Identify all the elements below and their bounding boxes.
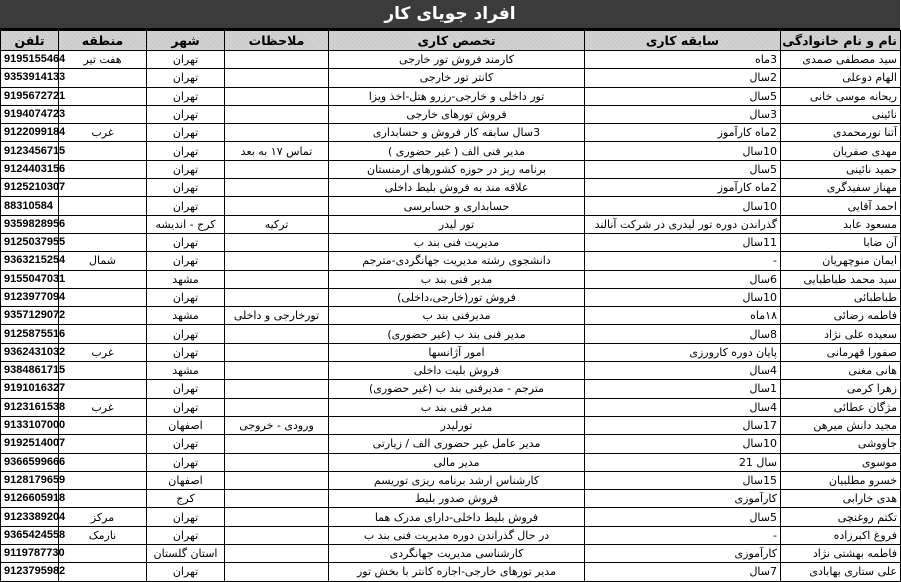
cell-specialty[interactable]: 3سال سابقه کار فروش و حسابداری	[329, 124, 585, 142]
cell-specialty[interactable]: مدیر فنی بند ب	[329, 398, 585, 416]
cell-phone[interactable]: 9125210307	[1, 179, 59, 197]
cell-specialty[interactable]: تور لیدر	[329, 215, 585, 233]
cell-specialty[interactable]: فروش تورهای خارجی	[329, 105, 585, 123]
cell-city[interactable]: تهران	[147, 508, 225, 526]
cell-phone[interactable]: 9119787730	[1, 545, 59, 563]
cell-city[interactable]: تهران	[147, 87, 225, 105]
cell-region[interactable]: غرب	[59, 343, 147, 361]
cell-experience[interactable]: 5سال	[585, 160, 781, 178]
cell-phone[interactable]: 9125037955	[1, 233, 59, 251]
cell-experience[interactable]: 4سال	[585, 398, 781, 416]
cell-notes[interactable]: ورودی - خروجی	[225, 416, 329, 434]
cell-notes[interactable]	[225, 233, 329, 251]
cell-notes[interactable]: تورخارجی و داخلی	[225, 307, 329, 325]
cell-name[interactable]: جاووشی	[781, 435, 901, 453]
table-row[interactable]	[1, 288, 901, 306]
cell-specialty[interactable]: مدیرفنی بند ب	[329, 307, 585, 325]
cell-phone[interactable]: 9384861715	[1, 362, 59, 380]
cell-phone[interactable]: 9366599666	[1, 453, 59, 471]
cell-specialty[interactable]: فروش صدور بلیط	[329, 490, 585, 508]
table-row[interactable]	[1, 197, 901, 215]
cell-name[interactable]: فاطمه رضائی	[781, 307, 901, 325]
cell-city[interactable]: تهران	[147, 69, 225, 87]
cell-region[interactable]	[59, 179, 147, 197]
cell-experience[interactable]: 17سال	[585, 416, 781, 434]
cell-region[interactable]	[59, 288, 147, 306]
cell-name[interactable]: علی ستاری بهابادی	[781, 563, 901, 581]
cell-name[interactable]: آن ضابا	[781, 233, 901, 251]
cell-phone[interactable]: 9122099184	[1, 124, 59, 142]
cell-experience[interactable]: 10سال	[585, 197, 781, 215]
cell-name[interactable]: هدی خارابی	[781, 490, 901, 508]
cell-specialty[interactable]: مدیر تورهای خارجی-اجاره کانتر با بخش تور	[329, 563, 585, 581]
cell-region[interactable]	[59, 105, 147, 123]
table-row[interactable]	[1, 105, 901, 123]
cell-specialty[interactable]: مترجم - مدیرفنی بند ب (غیر حضوری)	[329, 380, 585, 398]
cell-phone[interactable]: 9155047031	[1, 270, 59, 288]
cell-region[interactable]	[59, 87, 147, 105]
cell-city[interactable]: مشهد	[147, 270, 225, 288]
cell-experience[interactable]: گذراندن دوره تور لیدری در شرکت آنالند	[585, 215, 781, 233]
cell-name[interactable]: سید مصطفی صمدی	[781, 51, 901, 69]
table-row[interactable]	[1, 416, 901, 434]
cell-name[interactable]: صفورا قهرمانی	[781, 343, 901, 361]
cell-region[interactable]	[59, 563, 147, 581]
cell-city[interactable]: کرج - اندیشه	[147, 215, 225, 233]
cell-name[interactable]: حمید نائینی	[781, 160, 901, 178]
table-row[interactable]	[1, 160, 901, 178]
cell-specialty[interactable]: مدیریت فنی بند ب	[329, 233, 585, 251]
cell-notes[interactable]	[225, 563, 329, 581]
cell-region[interactable]	[59, 69, 147, 87]
table-row[interactable]	[1, 508, 901, 526]
table-row[interactable]	[1, 233, 901, 251]
cell-region[interactable]	[59, 160, 147, 178]
cell-name[interactable]: ریحانه موسی خانی	[781, 87, 901, 105]
cell-region[interactable]: مرکز	[59, 508, 147, 526]
header-row	[1, 31, 901, 51]
cell-notes[interactable]	[225, 179, 329, 197]
table-row[interactable]	[1, 87, 901, 105]
cell-phone[interactable]: 9126605918	[1, 490, 59, 508]
cell-region[interactable]	[59, 215, 147, 233]
cell-name[interactable]: سعیده علی نژاد	[781, 325, 901, 343]
cell-name[interactable]: مجید دانش میرهن	[781, 416, 901, 434]
cell-phone[interactable]: 9365424558	[1, 526, 59, 544]
cell-region[interactable]: غرب	[59, 124, 147, 142]
table-row[interactable]	[1, 435, 901, 453]
cell-city[interactable]: استان گلستان	[147, 545, 225, 563]
cell-notes[interactable]	[225, 398, 329, 416]
column-header-name[interactable]: نام و نام خانوادگی	[781, 31, 901, 51]
cell-name[interactable]: مهناز سفیدگری	[781, 179, 901, 197]
cell-phone[interactable]: 9123977094	[1, 288, 59, 306]
cell-region[interactable]	[59, 380, 147, 398]
column-header-notes[interactable]: ملاحظات	[225, 31, 329, 51]
cell-notes[interactable]	[225, 545, 329, 563]
cell-name[interactable]: الهام دوعلی	[781, 69, 901, 87]
cell-notes[interactable]	[225, 105, 329, 123]
table-row[interactable]	[1, 270, 901, 288]
table-row[interactable]	[1, 124, 901, 142]
cell-phone[interactable]: 9362431032	[1, 343, 59, 361]
column-header-phone[interactable]: تلفن	[1, 31, 59, 51]
cell-region[interactable]	[59, 545, 147, 563]
cell-phone[interactable]: 9191016327	[1, 380, 59, 398]
cell-experience[interactable]: -	[585, 252, 781, 270]
cell-city[interactable]: تهران	[147, 526, 225, 544]
cell-city[interactable]: تهران	[147, 435, 225, 453]
cell-phone[interactable]: 9353914133	[1, 69, 59, 87]
cell-region[interactable]	[59, 307, 147, 325]
cell-experience[interactable]: ۱۸ماه	[585, 307, 781, 325]
cell-phone[interactable]: 9123456715	[1, 142, 59, 160]
cell-region[interactable]	[59, 453, 147, 471]
cell-region[interactable]	[59, 270, 147, 288]
cell-experience[interactable]: 15سال	[585, 471, 781, 489]
cell-city[interactable]: تهران	[147, 142, 225, 160]
cell-region[interactable]	[59, 325, 147, 343]
cell-experience[interactable]: 7سال	[585, 563, 781, 581]
cell-region[interactable]: شمال	[59, 252, 147, 270]
table-row[interactable]	[1, 69, 901, 87]
cell-experience[interactable]: 5سال	[585, 508, 781, 526]
cell-experience[interactable]: کارآموزی	[585, 490, 781, 508]
cell-phone[interactable]: 9195155464	[1, 51, 59, 69]
cell-phone[interactable]: 9357129072	[1, 307, 59, 325]
cell-region[interactable]: غرب	[59, 398, 147, 416]
cell-notes[interactable]	[225, 343, 329, 361]
table-row[interactable]	[1, 51, 901, 69]
cell-experience[interactable]: 4سال	[585, 362, 781, 380]
cell-specialty[interactable]: کارشناس ارشد برنامه ریزی توریسم	[329, 471, 585, 489]
table-row[interactable]	[1, 179, 901, 197]
cell-city[interactable]: کرج	[147, 490, 225, 508]
cell-name[interactable]: تکتم روغنچی	[781, 508, 901, 526]
cell-experience[interactable]: 11سال	[585, 233, 781, 251]
table-row[interactable]	[1, 526, 901, 544]
cell-specialty[interactable]: مدیر فنی الف ( غیر حضوری )	[329, 142, 585, 160]
cell-region[interactable]	[59, 435, 147, 453]
cell-specialty[interactable]: مدیر عامل غیر حضوری الف / زیارتی	[329, 435, 585, 453]
cell-notes[interactable]	[225, 471, 329, 489]
cell-city[interactable]: تهران	[147, 179, 225, 197]
table-row[interactable]	[1, 362, 901, 380]
cell-notes[interactable]	[225, 87, 329, 105]
cell-experience[interactable]: 3ماه	[585, 51, 781, 69]
cell-name[interactable]: فاطمه بهشتی نژاد	[781, 545, 901, 563]
cell-notes[interactable]	[225, 288, 329, 306]
cell-specialty[interactable]: فروش بلیط داخلی-دارای مدرک هما	[329, 508, 585, 526]
cell-experience[interactable]: 10سال	[585, 142, 781, 160]
cell-experience[interactable]: 8سال	[585, 325, 781, 343]
cell-city[interactable]: تهران	[147, 288, 225, 306]
cell-notes[interactable]	[225, 380, 329, 398]
cell-region[interactable]: نارمک	[59, 526, 147, 544]
cell-phone[interactable]: 9192514007	[1, 435, 59, 453]
cell-city[interactable]: تهران	[147, 563, 225, 581]
table-row[interactable]	[1, 453, 901, 471]
cell-name[interactable]: هانی مغنی	[781, 362, 901, 380]
cell-phone[interactable]: 9125875516	[1, 325, 59, 343]
table-row[interactable]	[1, 325, 901, 343]
cell-specialty[interactable]: مدیر مالی	[329, 453, 585, 471]
cell-city[interactable]: تهران	[147, 51, 225, 69]
cell-notes[interactable]	[225, 362, 329, 380]
cell-notes[interactable]	[225, 197, 329, 215]
cell-notes[interactable]	[225, 252, 329, 270]
cell-notes[interactable]	[225, 270, 329, 288]
cell-specialty[interactable]: کارمند فروش تور خارجی	[329, 51, 585, 69]
cell-notes[interactable]	[225, 526, 329, 544]
table-body	[1, 51, 901, 582]
cell-phone[interactable]: 9194074723	[1, 105, 59, 123]
cell-region[interactable]	[59, 197, 147, 215]
table-row[interactable]	[1, 215, 901, 233]
cell-experience[interactable]: 2سال	[585, 69, 781, 87]
cell-phone[interactable]: 9363215254	[1, 252, 59, 270]
cell-specialty[interactable]: تورلیدر	[329, 416, 585, 434]
cell-city[interactable]: تهران	[147, 233, 225, 251]
cell-phone[interactable]: 9128179659	[1, 471, 59, 489]
cell-specialty[interactable]: کارشناسی مدیریت جهانگردی	[329, 545, 585, 563]
cell-specialty[interactable]: برنامه ریز در حوزه کشورهای ارمنستان	[329, 160, 585, 178]
table-row[interactable]	[1, 545, 901, 563]
cell-notes[interactable]: ترکیه	[225, 215, 329, 233]
cell-phone[interactable]: 9123795982	[1, 563, 59, 581]
table-row[interactable]	[1, 471, 901, 489]
cell-notes[interactable]	[225, 435, 329, 453]
cell-name[interactable]: خسرو مطلبیان	[781, 471, 901, 489]
table-row[interactable]	[1, 343, 901, 361]
cell-name[interactable]: طباطبائی	[781, 288, 901, 306]
cell-phone[interactable]: 9124403156	[1, 160, 59, 178]
cell-city[interactable]: تهران	[147, 160, 225, 178]
cell-specialty[interactable]: علاقه مند به فروش بلیط داخلی	[329, 179, 585, 197]
cell-experience[interactable]: 3سال	[585, 105, 781, 123]
cell-specialty[interactable]: مدیر فنی بند ب (غیر حضوری)	[329, 325, 585, 343]
cell-city[interactable]: تهران	[147, 343, 225, 361]
cell-specialty[interactable]: امور آژانسها	[329, 343, 585, 361]
cell-city[interactable]: تهران	[147, 105, 225, 123]
cell-name[interactable]: نائینی	[781, 105, 901, 123]
cell-phone[interactable]: 9133107000	[1, 416, 59, 434]
cell-city[interactable]: اصفهان	[147, 471, 225, 489]
cell-specialty[interactable]: مدیر فنی بند ب	[329, 270, 585, 288]
cell-notes[interactable]	[225, 490, 329, 508]
cell-name[interactable]: موسوی	[781, 453, 901, 471]
cell-name[interactable]: مسعود عابد	[781, 215, 901, 233]
cell-notes[interactable]	[225, 325, 329, 343]
table-row[interactable]	[1, 142, 901, 160]
cell-name[interactable]: مژگان عطائی	[781, 398, 901, 416]
cell-name[interactable]: فروغ اکبرزاده	[781, 526, 901, 544]
sheet-title: افراد جویای کار	[0, 0, 900, 30]
cell-specialty[interactable]: دانشجوی رشته مدیریت جهانگردی-مترجم	[329, 252, 585, 270]
cell-region[interactable]	[59, 362, 147, 380]
table-row[interactable]	[1, 490, 901, 508]
column-header-city[interactable]: شهر	[147, 31, 225, 51]
table-row[interactable]	[1, 398, 901, 416]
cell-name[interactable]: زهرا کرمی	[781, 380, 901, 398]
cell-city[interactable]: تهران	[147, 398, 225, 416]
cell-specialty[interactable]: حسابداری و حسابرسی	[329, 197, 585, 215]
cell-city[interactable]: تهران	[147, 124, 225, 142]
cell-experience[interactable]: پایان دوره کارورزی	[585, 343, 781, 361]
cell-region[interactable]: هفت تیر	[59, 51, 147, 69]
cell-name[interactable]: ایمان منوچهریان	[781, 252, 901, 270]
cell-notes[interactable]	[225, 51, 329, 69]
cell-city[interactable]: اصفهان	[147, 416, 225, 434]
cell-specialty[interactable]: فروش بلیت داخلی	[329, 362, 585, 380]
column-header-region[interactable]: منطقه	[59, 31, 147, 51]
cell-phone[interactable]: 9195672721	[1, 87, 59, 105]
cell-experience[interactable]: 10سال	[585, 288, 781, 306]
cell-notes[interactable]	[225, 453, 329, 471]
cell-specialty[interactable]: فروش تور(خارجی،داخلی)	[329, 288, 585, 306]
cell-notes[interactable]	[225, 69, 329, 87]
cell-city[interactable]: مشهد	[147, 307, 225, 325]
table-row[interactable]	[1, 307, 901, 325]
cell-notes[interactable]: تماس ۱۷ به بعد	[225, 142, 329, 160]
column-header-experience[interactable]: سابقه کاری	[585, 31, 781, 51]
table-row[interactable]	[1, 563, 901, 581]
cell-notes[interactable]	[225, 160, 329, 178]
cell-region[interactable]	[59, 490, 147, 508]
cell-specialty[interactable]: تور داخلی و خارجی-رزرو هتل-اخذ ویزا	[329, 87, 585, 105]
table-row[interactable]	[1, 380, 901, 398]
cell-notes[interactable]	[225, 124, 329, 142]
cell-experience[interactable]: کارآموزی	[585, 545, 781, 563]
cell-experience[interactable]: سال 21	[585, 453, 781, 471]
cell-notes[interactable]	[225, 508, 329, 526]
cell-city[interactable]: تهران	[147, 197, 225, 215]
cell-experience[interactable]: 2ماه کارآموز	[585, 124, 781, 142]
cell-experience[interactable]: -	[585, 526, 781, 544]
cell-city[interactable]: تهران	[147, 453, 225, 471]
cell-phone[interactable]: 9359828956	[1, 215, 59, 233]
cell-name[interactable]: مهدی صفریان	[781, 142, 901, 160]
cell-city[interactable]: تهران	[147, 252, 225, 270]
cell-city[interactable]: تهران	[147, 380, 225, 398]
cell-phone[interactable]: 9123389204	[1, 508, 59, 526]
cell-experience[interactable]: 2ماه کارآموز	[585, 179, 781, 197]
cell-experience[interactable]: 5سال	[585, 87, 781, 105]
cell-experience[interactable]: 6سال	[585, 270, 781, 288]
cell-specialty[interactable]: در حال گذراندن دوره مدیریت فنی بند ب	[329, 526, 585, 544]
table-row[interactable]	[1, 252, 901, 270]
cell-phone[interactable]: 88310584	[1, 197, 59, 215]
cell-region[interactable]	[59, 142, 147, 160]
cell-city[interactable]: مشهد	[147, 362, 225, 380]
job-seekers-table	[0, 30, 901, 582]
cell-region[interactable]	[59, 416, 147, 434]
cell-specialty[interactable]: کانتر تور خارجی	[329, 69, 585, 87]
cell-city[interactable]: تهران	[147, 325, 225, 343]
cell-name[interactable]: احمد آقایی	[781, 197, 901, 215]
column-header-specialty[interactable]: تخصص کاری	[329, 31, 585, 51]
cell-region[interactable]	[59, 471, 147, 489]
cell-name[interactable]: آتنا نورمحمدی	[781, 124, 901, 142]
cell-name[interactable]: سید محمد طباطبایی	[781, 270, 901, 288]
cell-region[interactable]	[59, 233, 147, 251]
cell-phone[interactable]: 9123161538	[1, 398, 59, 416]
cell-experience[interactable]: 10سال	[585, 435, 781, 453]
cell-experience[interactable]: 1سال	[585, 380, 781, 398]
